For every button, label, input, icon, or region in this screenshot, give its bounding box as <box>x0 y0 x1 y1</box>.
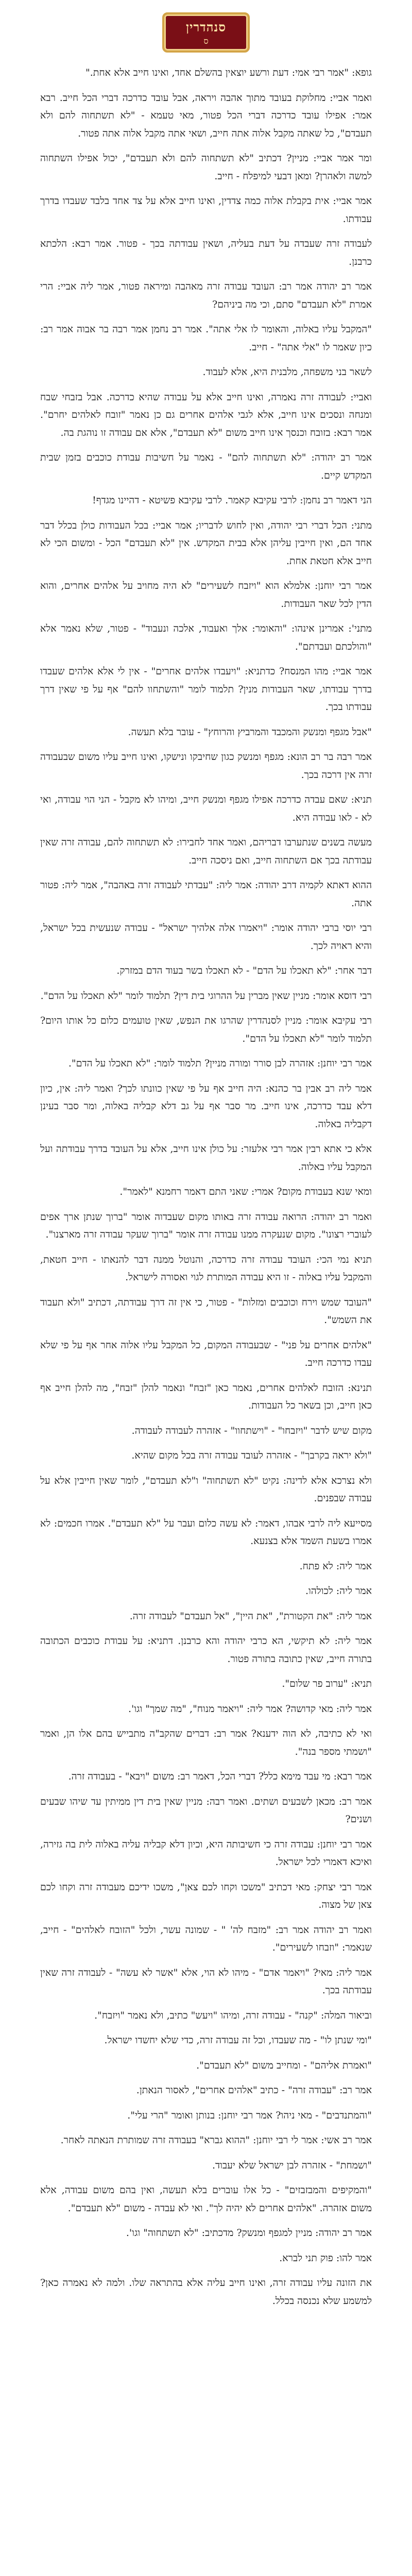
text-paragraph: אמר רב יהודה: "לא תשתחוה להם" - נאמר על חשיבות עבודת כוכבים בזמן שבית המקדש קיים. <box>40 452 372 481</box>
text-paragraph: "ולא יראה בקרבך" - אזהרה לעובד עבודה זרה בכל מקום שהיא. <box>131 1450 372 1461</box>
text-paragraph: אמר רב: מכאן לשבעים ושתים. ואמר רבה: מניין שאין בית דין ממיתין עד שיהו שבעים ושנים? <box>40 1795 372 1825</box>
text-paragraph: אמר רבה בר רב הונא: מגפף ומנשק כגון שחיבקו ונישקו, ואינו חייב עליו משום שבעבודה זרה אין דרכה בכך. <box>40 751 372 781</box>
text-paragraph: אמר אביי: אית בקבלת אלוה כמה צדדין, ואינו חייב אלא על צד אחד בלבד שעבדו בדרך עבודתו. <box>40 195 372 225</box>
text-paragraph: תניא: "ערוב פר שלום". <box>282 1678 372 1689</box>
text-paragraph: "אבל מגפף ומנשק והמכבד והמרביץ והרוחץ" - עובר בלא תעשה. <box>128 726 372 738</box>
text-paragraph: "העובד שמש וירח וכוכבים ומזלות" - פטור, כי אין זה דרך עבודתה, דכתיב "ולא תעבוד את השמש". <box>40 1296 372 1326</box>
daf-number: ס <box>203 36 209 46</box>
text-paragraph: אמר רבי יצחק: מאי דכתיב "משכו וקחו לכם צאן", משכו ידיכם מעבודה זרה וקחו לכם צאן של מצוה. <box>40 1881 372 1910</box>
text-paragraph: אמר ליה: מאי? "ויאמר אדם" - מיהו לא הוי, אלא "אשר לא עשה" - לעבודה זרה שאין עבודתה בכך. <box>40 1967 372 1996</box>
text-paragraph: אמר רבי יוחנן: אזהרה לבן סורר ומורה מניין? תלמוד לומר: "לא תאכלו על הדם". <box>68 1058 372 1069</box>
text-paragraph: רבי עקיבא אומר: מניין לסנהדרין שהרגו את הנפש, שאין טועמים כלום כל אותו היום? תלמוד לומר "לא תאכלו על הדם". <box>40 1015 372 1044</box>
text-paragraph: הני דאמר רב נחמן: לרבי עקיבא קאמר. לרבי עקיבא פשיטא - דהיינו מגדף! <box>92 495 372 506</box>
text-paragraph: מתני': אמרינן אינהו: "והאומר: אלך ואעבוד, אלכה ונעבוד" - פטור, שלא נאמר אלא "והולכתם ועבדתם". <box>40 623 372 652</box>
text-paragraph: תנינא: הזובח לאלהים אחרים, נאמר כאן "זבח" ונאמר להלן "זבח", מה להלן חייב אף כאן חייב, וכן בשאר כל העבודות. <box>40 1382 372 1411</box>
text-paragraph: לשאר בני משפחה, מלבנית היא, אלא לעבוד. <box>202 366 372 378</box>
text-paragraph: "והמקיפים והמבזבזים" - כל אלו עוברים בלא תעשה, ואין בהם משום עבודה, אלא משום אזהרה. "אלהים אחרים לא יהיה לך". ואי לא עבדה - משום "לא תעבדם". <box>40 2184 372 2214</box>
text-paragraph: רבי יוסי ברבי יהודה אומר: "ויאמרו אלה אלהיך ישראל" - עבודה שנעשית בכל ישראל, והיא ראויה לכך. <box>40 922 372 952</box>
text-paragraph: את הזונה עליו עבודה זרה, ואינו חייב עליה אלא בהתראה שלו. ולמה לא נאמרה כאן? למשמע שלא נכנסה בכלל. <box>40 2277 372 2307</box>
text-paragraph: אמר רב יהודה: מניין למגפף ומנשק? מדכתיב: "לא תשתחוה" וגו'. <box>126 2227 372 2239</box>
text-paragraph: מתני: הכל דברי רבי יהודה, ואין לחוש לדבריו; אמר אביי: בכל העבודות כולן בכלל דבר אחד הם, ואין חייבין עליהן אלא בבית המקדש. אין "לא תעבדם" הכל - ומשום הכי לא חייב אלא חטאת אחת. <box>40 519 372 567</box>
text-paragraph: אמר רב יהודה אמר רב: העובד עבודה זרה מאהבה ומיראה פטור, אמר ליה אביי: הרי אמרת "לא תעבדם" סתם, וכי מה ביניהם? <box>40 281 372 310</box>
text-paragraph: אמר רבא: מי עבד מימא כלל? דברי הכל, דאמר רב: משום "ויבא" - בעבודה זרה. <box>68 1771 372 1782</box>
text-paragraph: "ואמרת אליהם" - ומחייב משום "לא תעבדם". <box>196 2059 372 2071</box>
text-paragraph: ולא נצרכא אלא לדינה: נקיט "לא תשתחוה" ו"לא תעבדם", לומר שאין חייבין אלא על עבודה שבפנים. <box>40 1475 372 1504</box>
header <box>40 12 372 53</box>
text-paragraph: אמר ליה: "את הקטורת", "את היין", "אל תעבדם" לעבודה זרה. <box>129 1610 372 1622</box>
text-paragraph: מעשה בשנים שנתערבו דבריהם, ואמר אחד לחבירו: לא תשתחוה להם, עבודה זרה שאין עבודתה בכך אם השתחוה חייב, ואם ניסכה חייב. <box>40 837 372 866</box>
text-paragraph: ואי לא כתיבה, לא הוה ידענא? אמר רב: דברים שהקב"ה מתבייש בהם אלו הן, ואמר "ושמתי מספר בנה". <box>40 1728 372 1757</box>
text-paragraph: אלא כי אתא רבין אמר רבי אלעזר: על כולן אינו חייב, אלא על העובד בדרך עבודתה ועל המקבל עליו באלוה. <box>40 1143 372 1173</box>
text-paragraph: תניא נמי הכי: העובד עבודה זרה כדרכה, והנוטל ממנה דבר להנאתו - חייב חטאת, והמקבל עליו באלוה - זו היא עבודה המותרת לגוי ואסורה לישראל. <box>40 1253 372 1283</box>
text-paragraph: אמר רבי יוחנן: עבודה זרה כי חשיבותה היא, וכיון דלא קבליה עליה באלוה לית בה גזירה, ואיכא דאמרי לכל ישראל. <box>40 1838 372 1868</box>
text-paragraph: לעבודה זרה שעבדה על דעת בעליה, ושאין עבודתה בכך - פטור. אמר רבא: הלכתא כרבנן. <box>40 238 372 267</box>
text-paragraph: "ומי שנתן לו" - מה שעבדו, וכל זה עבודה זרה, כדי שלא יחשדו ישראל. <box>104 2035 372 2046</box>
text-paragraph: ומר אמר אביי: מניין? דכתיב "לא תשתחוה להם ולא תעבדם", יכול אפילו השתחוה למשה ולאהרן? ומאן דבעי למיפלח - חייב. <box>40 152 372 182</box>
text-paragraph: מסייעא ליה לרבי אבהו, דאמר: לא עשה כלום ועבר על "לא תעבדם". אמרו חכמים: לא אמרו בשעת השמד אלא בצנעא. <box>40 1517 372 1547</box>
text-paragraph: אמר ליה: לכולהו. <box>305 1585 372 1597</box>
text-paragraph: אמר רב אשי: אמר לי רבי יוחנן: "ההוא גברא" בעבודה זרה שמותרת הנאתה לאחר. <box>60 2134 372 2146</box>
text-paragraph: ההוא דאתא לקמיה דרב יהודה: אמר ליה: "עבדתי לעבודה זרה באהבה", אמר ליה: פטור אתה. <box>40 879 372 909</box>
tractate-title: סנהדרין <box>185 20 226 35</box>
text-paragraph: אמר רבי יוחנן: אלמלא הוא "ויזבח לשעירים" לא היה מחויב על אלהים אחרים, והוא הדין לכל שאר העבודות. <box>40 580 372 609</box>
text-paragraph: ומאי שנא בעבודת מקום? אמרי: שאני התם דאמר רחמנא "לאמר". <box>119 1186 372 1197</box>
text-paragraph: "אלהים אחרים על פני" - שבעבודה המקום, כל המקבל עליו אלוה אחר אף על פי שלא עבדו כדרכה חייב. <box>40 1339 372 1368</box>
text-paragraph: וביאור המלה: "קנה" - עבודה זרה, ומיהו "ויעש" כתיב, ולא נאמר "ויזבח". <box>94 2009 372 2021</box>
text-paragraph: ואביי: לעבודה זרה נאמרה, ואינו חייב אלא על עבודה שהיא כדרכה. אבל בזבחי שבח ומנחה ונסכים אינו חייב, אלא לגבי אלהים אחרים גם כן נאמר "זובח לאלהים יחרם". אמר רבא: בזובח וכנסך אינו חייב משום "לא תעבדם", אלא אם עבודה זו נוהגת בה. <box>40 391 372 438</box>
text-paragraph: אמר ליה: לא פתח. <box>299 1560 372 1572</box>
text-paragraph: "והמתנדבים" - מאי ניהו? אמר רבי יוחנן: בנותן ואומר "הרי עלי". <box>127 2109 372 2121</box>
text-body <box>40 64 372 2310</box>
text-paragraph: גופא: "אמר רבי אמי: דעת ורשע יוצאין בהשלם אחד, ואינו חייב אלא אחת." <box>85 67 372 78</box>
text-paragraph: אמר להו: פוק תני לברא. <box>279 2252 372 2264</box>
text-paragraph: אמר ליה רב אבין בר כהנא: היה חייב אף על פי שאין כוונתו לכך? ואמר ליה: אין, כיון דלא עבד כדרכה, אינו חייב. מר סבר אף על גב דלא קבליה באלוה, ומר סבר בעינן דקבליה באלוה. <box>40 1082 372 1130</box>
text-paragraph: מקום שיש לדבר "ויזבחו" - "וישתחוו" - אזהרה לעבודה לעבודה. <box>131 1425 372 1436</box>
text-paragraph: רבי דוסא אומר: מניין שאין מברין על ההרוגי בית דין? תלמוד לומר "לא תאכלו על הדם". <box>40 990 372 1002</box>
text-paragraph: ואמר אביי: מחלוקת בעובד מתוך אהבה ויראה, אבל עובד כדרכה דברי הכל חייב. רבא אמר: אפילו עובד כדרכה דברי הכל פטור, מאי טעמא - "לא תשתחוה להם ולא תעבדם", כל שאתה מקבל אלוה אתה חייב, ושאי אתה מקבל אלוה אתה פטור. <box>40 92 372 139</box>
text-paragraph: אמר ליה: מאי קדושה? אמר ליה: "ויאמר מנוח", "מה שמך" וגו'. <box>128 1703 372 1715</box>
text-paragraph: ואמר רב יהודה: הרואה עבודה זרה באותו מקום שעבדוה אומר "ברוך שנתן ארך אפים לעוברי רצונו". מקום שנעקרה ממנו עבודה זרה אומר "ברוך שעקר עבודה זרה מארצנו". <box>40 1211 372 1240</box>
text-paragraph: אמר אביי: מהו המנסח? כדתניא: "ויעבדו אלהים אחרים" - אין לי אלא אלהים שעבדו בדרך עבודתו, שאר העבודות מנין? תלמוד לומר "והשתחוו להם" אף על פי שאין דרך עבודתו בכך. <box>40 666 372 713</box>
tractate-banner <box>162 12 250 53</box>
text-paragraph: דבר אחר: "לא תאכלו על הדם" - לא תאכלו בשר בעוד הדם במזרק. <box>116 965 372 976</box>
text-paragraph: אמר רב: "עבודה זרה" - כתיב "אלהים אחרים", לאסור הנאתן. <box>136 2084 372 2096</box>
text-paragraph: "המקבל עליו באלוה, והאומר לו אלי אתה". אמר רב נחמן אמר רבה בר אבוה אמר רב: כיון שאמר לו "אלי אתה" - חייב. <box>40 324 372 353</box>
text-paragraph: אמר ליה: לא תיקשי, הא כרבי יהודה והא כרבנן. דתניא: על עבודת כוכבים הכתובה בתורה חייב, שאין כתובה בתורה פטור. <box>40 1635 372 1665</box>
text-paragraph: "ושמחת" - אזהרה לבן ישראל שלא יעבוד. <box>212 2159 372 2171</box>
text-paragraph: תניא: שאם עבדה כדרכה אפילו מגפף ומנשק חייב, ומיהו לא מקבל - הני הוי עבודה, ואי לא - לאו עבודה היא. <box>40 794 372 823</box>
text-paragraph: ואמר רב יהודה אמר רב: "מזבח לה' " - שמונה עשר, ולכל "הזובח לאלהים" - חייב, שנאמר: "וזבחו לשעירים". <box>40 1924 372 1953</box>
